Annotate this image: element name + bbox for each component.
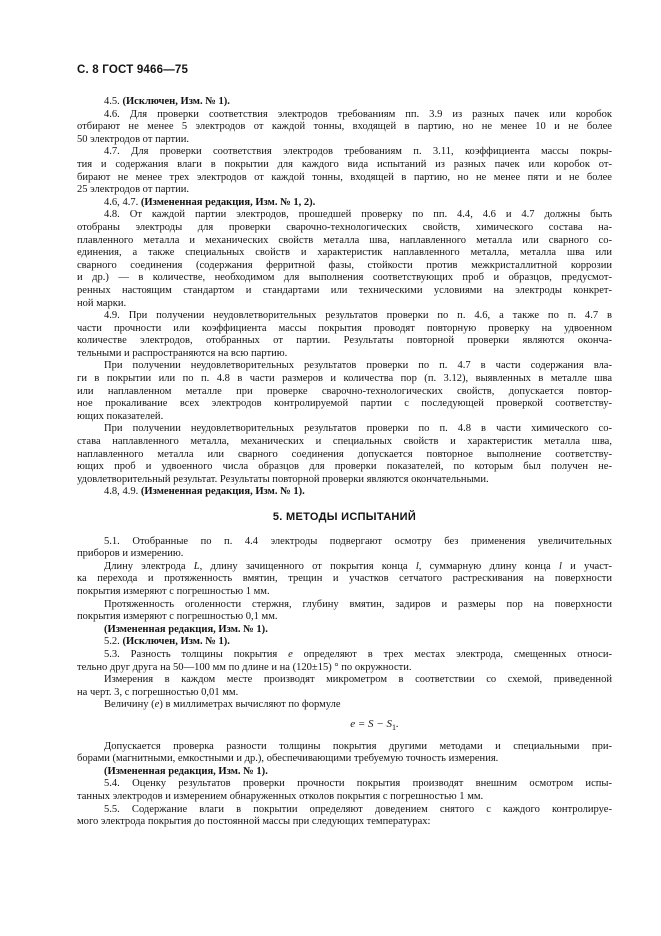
formula-subscript: 1 <box>391 723 396 733</box>
paragraph-p46_47 <box>77 197 612 210</box>
paragraph-p53e <box>77 766 612 779</box>
paragraph-p48_49 <box>77 486 612 499</box>
paragraph-p47 <box>77 146 612 196</box>
text-line: Длину электрода L, длину зачищенного от покрытия конца l, суммарную длину конца l и участ- <box>104 560 613 572</box>
text-line: 4.8. От каждой партии электродов, прошедшей проверку по пп. 4.4, 4.6 и 4.7 должны быть <box>104 209 612 221</box>
body-text <box>77 96 612 829</box>
text-line: отобраны электроды для проверки сварочно-технологических свойств, химического состава на- <box>77 221 612 233</box>
text-line: 5.2. (Исключен, Изм. № 1). <box>104 636 230 648</box>
text-line: тия и содержания влаги в покрытии для каждого вида испытаний из разных пачек или коробок от- <box>77 158 612 170</box>
formula-tail: . <box>395 717 399 730</box>
text-line: 4.7. Для проверки соответствия электродов требованиям п. 3.11, коэффициента массы покры- <box>104 146 612 158</box>
text-line: ка перехода и протяженность вмятин, трещин и участков сетчатого растрескивания на поверхности <box>77 573 612 585</box>
text-line: или наплавленном металле при проверке сварочно-технологических свойств, допускается повтор- <box>77 385 612 397</box>
text-line: (Измененная редакция, Изм. № 1). <box>104 623 268 635</box>
paragraph-p49 <box>77 310 612 360</box>
text-line: 25 электродов от партии. <box>77 184 190 196</box>
text-line: 5.5. Содержание влаги в покрытии определяют доведением снятого с каждого контролируе- <box>104 803 612 815</box>
paragraph-p53b <box>77 674 612 699</box>
formula <box>77 718 612 735</box>
text-line: покрытия измеряют с погрешностью 1 мм. <box>77 585 270 597</box>
text-line: 5.4. Оценку результатов проверки прочности покрытия производят внешним осмотром испы- <box>104 778 612 790</box>
text-line: 50 электродов от партии. <box>77 133 190 145</box>
text-line: и др.) — в количестве, необходимом для выполнения соответствующих проб и образцов, предусмот- <box>77 272 612 284</box>
text-line: Величину (e) в миллиметрах вычисляют по формуле <box>104 699 341 711</box>
text-line: на черт. 3, с погрешностью 0,01 мм. <box>77 686 239 698</box>
text-line: Измерения в каждом месте производят микрометром в соответствии со схемой, приведенной <box>104 674 612 686</box>
running-head: С. 8 ГОСТ 9466—75 <box>77 64 189 76</box>
text-line: отбирают не менее 5 электродов от каждой тонны, входящей в партию, но не менее 10 и не более <box>77 121 612 133</box>
paragraph-p53c <box>77 699 612 712</box>
text-line: бирают не менее трех электродов от каждой тонны, входящей в партию, но не менее пяти и не более <box>77 171 612 183</box>
text-line: 4.9. При получении неудовлетворительных результатов проверки по п. 4.6, а также по п. 4.7 в <box>104 310 612 322</box>
paragraph-p51c <box>77 599 612 624</box>
text-line: 4.6, 4.7. (Измененная редакция, Изм. № 1, 2). <box>104 196 316 208</box>
text-line: ги в покрытии или по п. 4.8 в части размеров и количества пор (п. 3.12), выявленных в металле шва <box>77 373 612 385</box>
text-line: сварного соединения (содержания ферритной фазы, стойкости против межкристаллитной коррозии <box>77 259 612 271</box>
text-line: (Измененная редакция, Изм. № 1). <box>104 765 268 777</box>
text-line: части прочности или коэффициента массы покрытия проводят повторную проверку на удвоенном <box>77 322 612 334</box>
paragraph-p54 <box>77 778 612 803</box>
text-line: става наплавленного металла, механических и специальных свойств и характеристик металла шва, <box>77 436 612 448</box>
text-line: При получении неудовлетворительных результатов проверки по п. 4.8 в части химического со- <box>104 423 612 435</box>
text-line: 4.8, 4.9. (Измененная редакция, Изм. № 1). <box>104 486 305 498</box>
text-line: тельно друг друга на 50—100 мм по длине и на (120±15) ° по окружности. <box>77 661 412 673</box>
text-line: покрытия измеряют с погрешностью 0,1 мм. <box>77 611 278 623</box>
section-5-part-a <box>77 536 612 712</box>
text-line: ной марки. <box>77 297 127 309</box>
paragraph-p51d <box>77 624 612 637</box>
paragraph-p53 <box>77 649 612 674</box>
paragraph-p52 <box>77 636 612 649</box>
formula-main: e = S − S <box>350 717 392 730</box>
text-line: единения, а также специальных свойств и характеристик наплавленного металла, металла шва или <box>77 247 612 259</box>
paragraph-p48 <box>77 209 612 310</box>
text-line: наплавленного металла или сварного соединения допускается повторное выполнение соответству- <box>77 448 612 460</box>
text-line: плавленного металла и механических свойств металла шва, наплавленного металла или сварного со- <box>77 234 612 246</box>
text-line: мого электрода покрытия до постоянной массы при следующих температурах: <box>77 816 431 828</box>
text-line: Протяженность оголенности стержня, глубину вмятин, задиров и размеры пор на поверхности <box>104 598 612 610</box>
paragraph-p53d <box>77 741 612 766</box>
text-line: Допускается проверка разности толщины покрытия другими методами и специальными при- <box>104 740 612 752</box>
paragraph-p49b <box>77 360 612 423</box>
text-line: ющих показателей. <box>77 410 164 422</box>
text-line: танных электродов и измерением обнаруженных отколов покрытия с погрешностью 1 мм. <box>77 791 484 803</box>
section-5-part-b <box>77 741 612 829</box>
paragraph-p51b <box>77 561 612 599</box>
paragraph-p45 <box>77 96 612 109</box>
text-line: 5.3. Разность толщины покрытия e определяют в трех местах электрода, смещенных относи- <box>104 648 612 660</box>
text-line: количестве электродов, отобранных от партии. Результаты повторной проверки являются оконча- <box>77 335 612 347</box>
text-line: удовлетворительный результат. Результаты повторной проверки являются окончательными. <box>77 473 489 485</box>
text-line: борами (магнитными, емкостными и др.), обеспечивающими требуемую точность измерения. <box>77 753 499 765</box>
paragraph-p55 <box>77 804 612 829</box>
text-line: ное прокаливание всех электродов контролируемой партии с последующей проверкой соответству- <box>77 398 612 410</box>
text-line: ренных настоящим стандартом и стандартами или техническими условиями на электроды конкрет- <box>77 284 612 296</box>
text-line: При получении неудовлетворительных результатов проверки по п. 4.7 в части содержания вла- <box>104 360 612 372</box>
text-line: тельными и распространяются на всю партию. <box>77 347 288 359</box>
text-line: 4.5. (Исключен, Изм. № 1). <box>104 96 230 107</box>
text-line: ющих проб и удвоенного числа образцов для проверки показателей, по которым был получен не- <box>77 461 612 473</box>
section-title: 5. МЕТОДЫ ИСПЫТАНИЙ <box>272 511 417 523</box>
section-4-continuation <box>77 96 612 499</box>
text-line: 4.6. Для проверки соответствия электродов требованиям пп. 3.9 из разных пачек или коробок <box>104 108 612 120</box>
text-line: 5.1. Отобранные по п. 4.4 электроды подвергают осмотру без применения увеличительных <box>104 535 612 547</box>
paragraph-p49c <box>77 423 612 486</box>
text-line: приборов и измерению. <box>77 548 184 560</box>
paragraph-p51 <box>77 536 612 561</box>
paragraph-p46 <box>77 109 612 147</box>
